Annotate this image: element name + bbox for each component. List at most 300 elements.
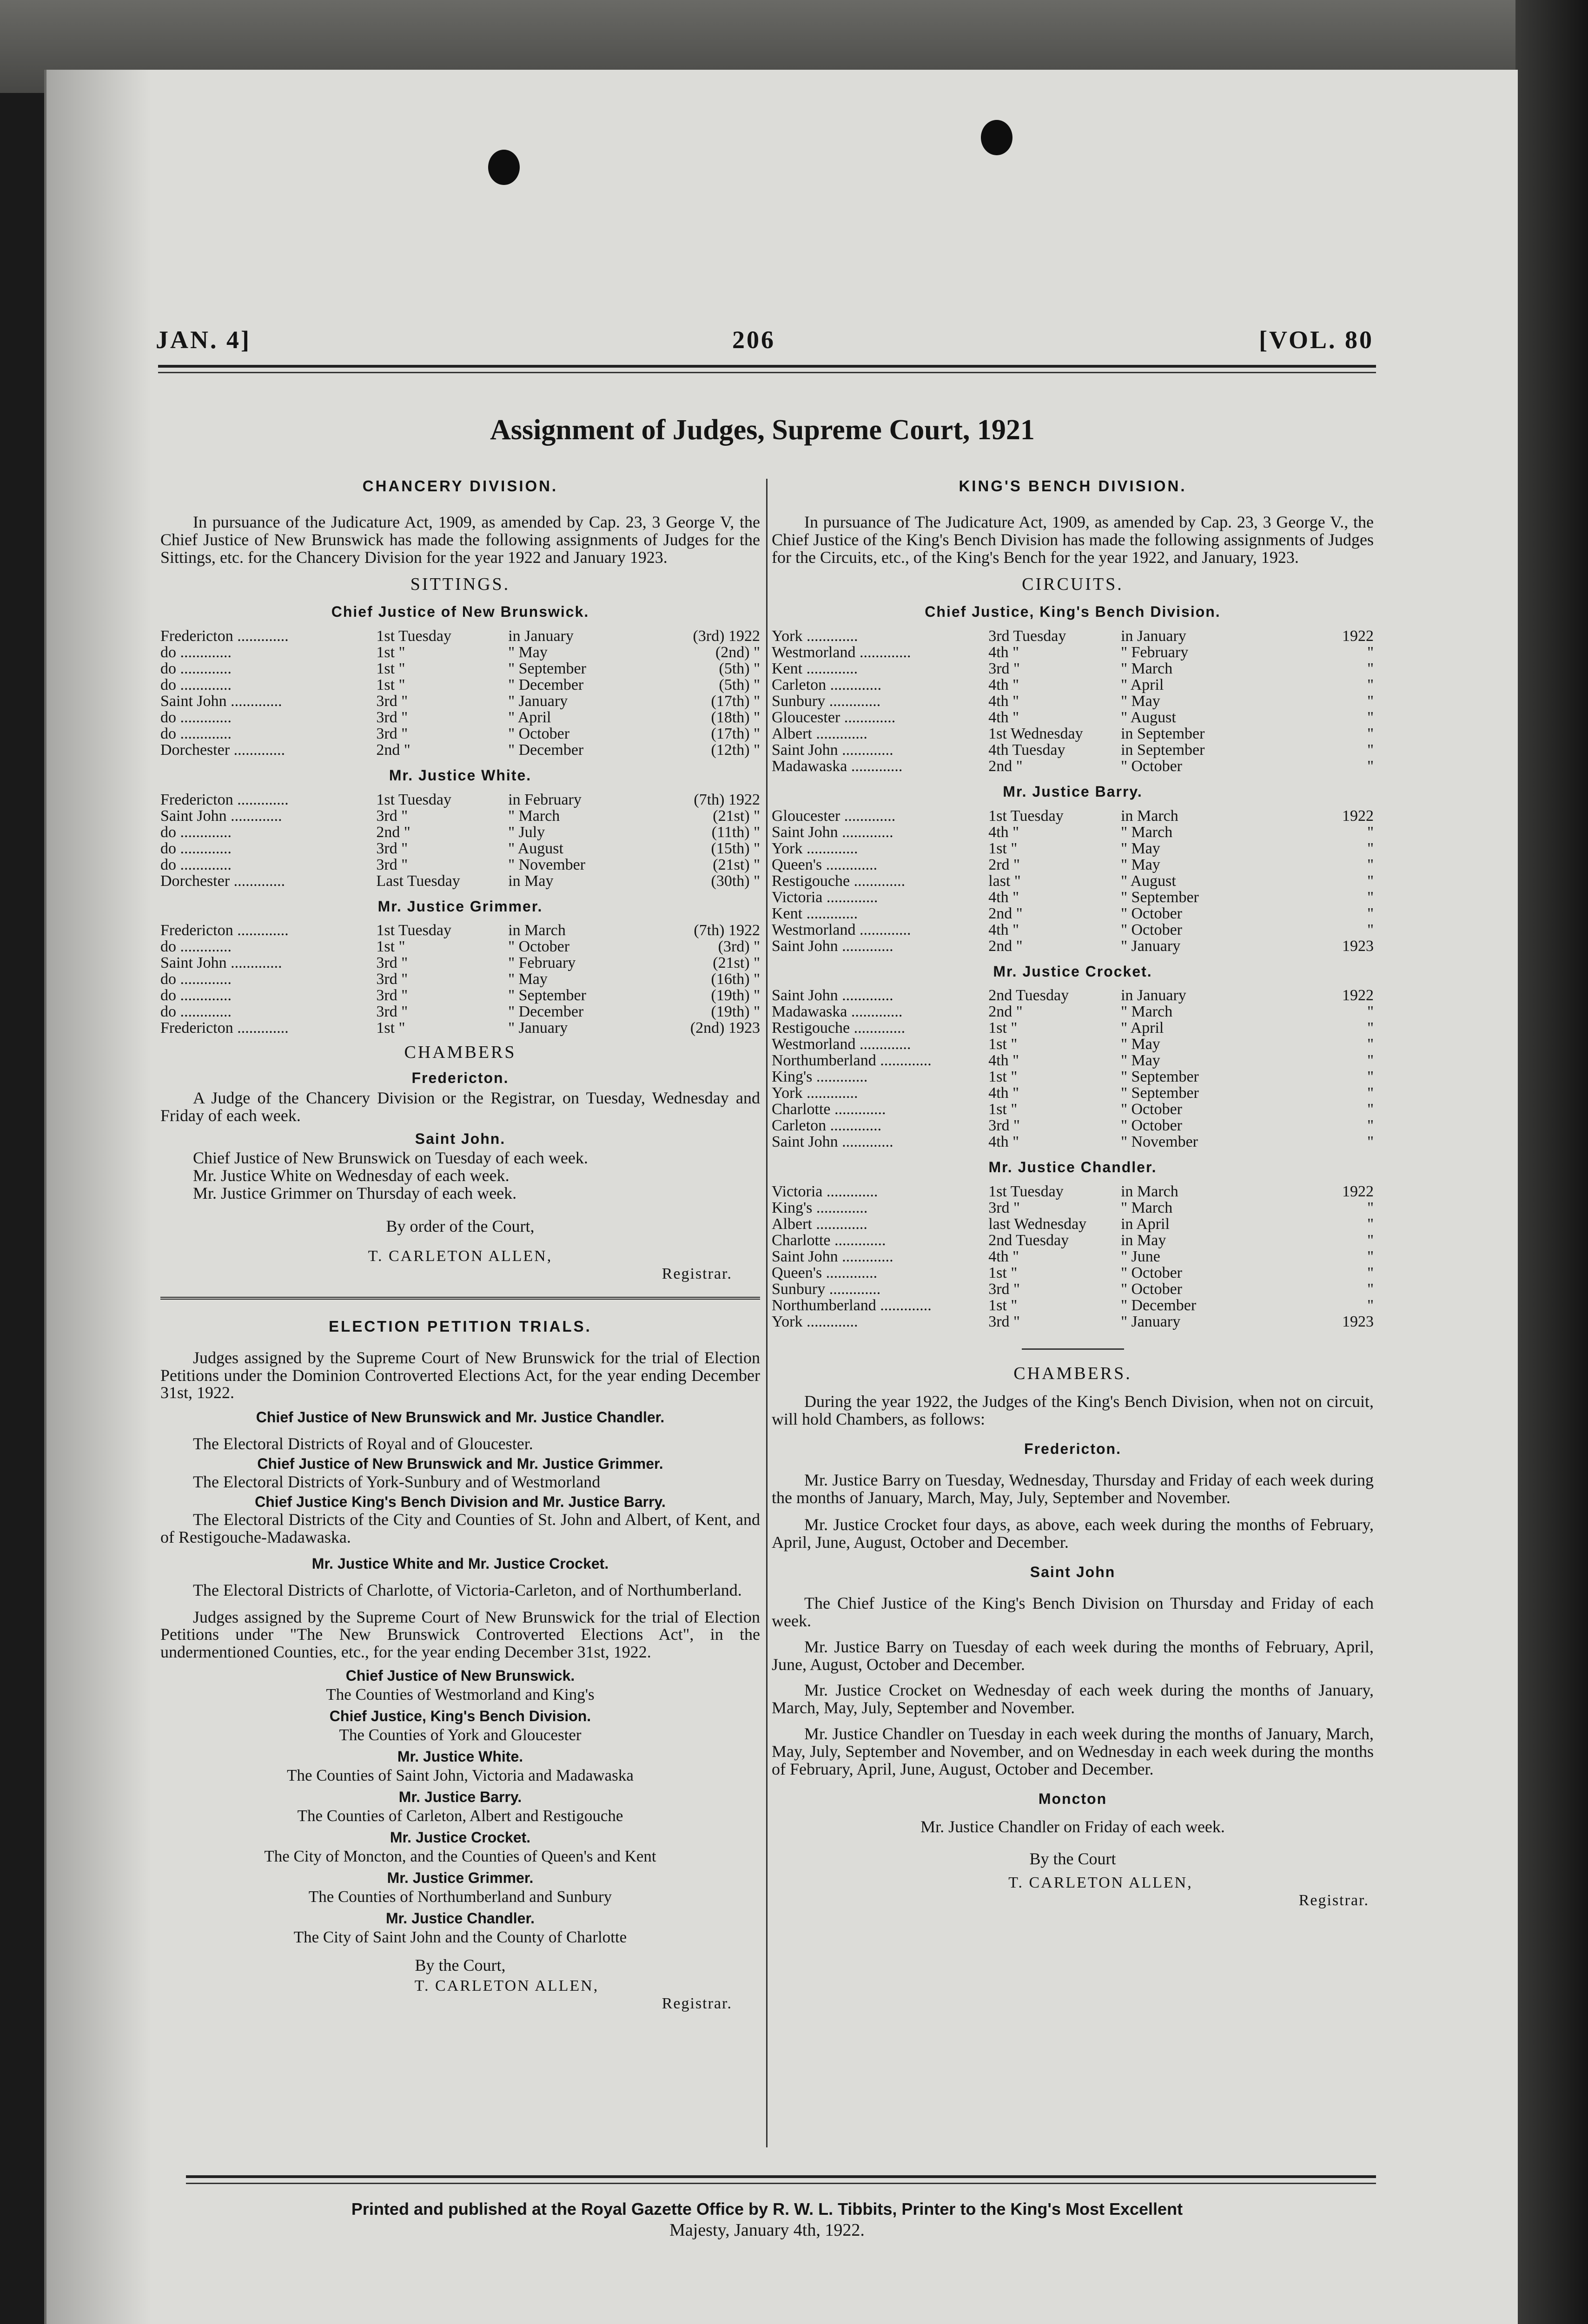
row-place: [772, 644, 988, 660]
row-month-text: " April: [1121, 1019, 1164, 1037]
row-month: [508, 857, 664, 873]
row-date-text: (7th) 1922: [694, 791, 760, 808]
row-place-text: Queen's: [772, 856, 822, 873]
row-when: [988, 709, 1121, 726]
row-place: [160, 922, 376, 938]
footer-rule: [186, 2175, 1376, 2178]
row-place: [772, 905, 988, 922]
row-when: [376, 1020, 508, 1036]
right-column: [772, 469, 1374, 1909]
row-place-text: King's: [772, 1199, 813, 1217]
row-month-text: " February: [1121, 643, 1189, 661]
row-date-text: ": [1367, 1068, 1374, 1086]
row-date: [1277, 1216, 1374, 1232]
row-date: [1277, 889, 1374, 905]
row-month-text: in March: [1121, 1183, 1178, 1201]
row-month: [1121, 742, 1277, 758]
row-date-text: (7th) 1922: [694, 922, 760, 939]
row-place-text: Saint John: [772, 1248, 838, 1266]
row-month: [1121, 987, 1277, 1004]
row-place-text: do: [160, 643, 176, 661]
kb-chambers-heading: CHAMBERS.: [1013, 1364, 1132, 1384]
row-month-text: " October: [1121, 1264, 1182, 1282]
row-place: [160, 677, 376, 693]
row-date: [1277, 644, 1374, 660]
row-place: [772, 1216, 988, 1232]
row-place-text: Albert: [772, 725, 812, 742]
leader-dots: .............: [855, 1036, 911, 1053]
leader-dots: .............: [822, 1183, 878, 1201]
row-date: [664, 922, 760, 938]
kb-moncton-heading: Moncton: [1038, 1790, 1107, 1808]
table-row: [772, 857, 1374, 873]
row-date: [664, 1004, 760, 1020]
allocation-area: The Counties of Northumberland and Sunbury: [308, 1887, 612, 1906]
row-date-text: ": [1367, 1297, 1374, 1314]
row-place-text: Fredericton: [160, 922, 233, 939]
leader-dots: .............: [838, 937, 893, 955]
row-month: [1121, 824, 1277, 840]
row-when-text: 4th Tuesday: [988, 741, 1065, 759]
row-place: [772, 1117, 988, 1134]
row-month-text: " May: [508, 643, 548, 661]
row-date: [1277, 1134, 1374, 1150]
row-date: [1277, 1020, 1374, 1036]
chancery-sittings: [160, 604, 760, 1036]
row-month-text: " October: [508, 938, 570, 956]
table-row: [772, 693, 1374, 709]
election-intro: Judges assigned by the Supreme Court of New Brunswick for the trial of Election Petitions under the Dominion Controverted Elections Act, for the year ending December 31st, 1922.: [160, 1348, 760, 1402]
row-when-text: 3rd ": [376, 856, 408, 873]
row-date-text: (21st) ": [713, 954, 760, 972]
row-date-text: ": [1367, 823, 1374, 841]
row-date: [1277, 660, 1374, 677]
row-date: [1277, 938, 1374, 954]
table-row: [160, 1020, 760, 1036]
row-date: [1277, 693, 1374, 709]
row-when: [988, 1314, 1121, 1330]
row-date-text: ": [1367, 888, 1374, 906]
footer-line-2: Majesty, January 4th, 1922.: [669, 2220, 865, 2240]
row-place-text: Carleton: [772, 1117, 827, 1135]
chancery-order: By order of the Court,: [386, 1216, 535, 1235]
row-when: [988, 1232, 1121, 1248]
table-row: [772, 1085, 1374, 1101]
row-month-text: " October: [508, 725, 570, 742]
row-date-text: ": [1367, 1036, 1374, 1053]
leader-dots: .............: [176, 823, 232, 841]
row-when-text: 4th ": [988, 1133, 1019, 1151]
leader-dots: .............: [850, 872, 906, 890]
leader-dots: .............: [847, 757, 903, 775]
row-month-text: in January: [1121, 987, 1186, 1004]
row-place-text: Westmorland: [772, 1036, 856, 1053]
row-place-text: Gloucester: [772, 807, 840, 825]
row-when: [988, 693, 1121, 709]
row-date: [1277, 987, 1374, 1004]
row-month: [1121, 1052, 1277, 1069]
row-when: [376, 1004, 508, 1020]
row-month-text: in May: [1121, 1232, 1166, 1249]
row-date: [664, 857, 760, 873]
table-row: [772, 1069, 1374, 1085]
row-date-text: ": [1367, 872, 1374, 890]
row-when: [376, 840, 508, 857]
row-place: [160, 628, 376, 644]
row-month-text: " January: [508, 692, 568, 710]
row-when: [988, 628, 1121, 644]
binding-hole-right: [981, 120, 1012, 155]
table-row: [160, 840, 760, 857]
row-date: [1277, 742, 1374, 758]
row-place: [160, 873, 376, 889]
row-date: [1277, 1281, 1374, 1297]
election-first-text: The Electoral Districts of Royal and of Gloucester.: [193, 1434, 533, 1453]
row-when-text: 1st Tuesday: [988, 807, 1064, 825]
judge-heading: Mr. Justice White.: [389, 766, 532, 784]
row-when-text: 3rd ": [376, 807, 408, 825]
row-date-text: ": [1367, 921, 1374, 938]
row-place-text: Saint John: [772, 987, 838, 1004]
table-row: [772, 1297, 1374, 1314]
row-date-text: (16th) ": [711, 971, 760, 988]
allocation-area: The City of Moncton, and the Counties of Queen's and Kent: [264, 1847, 656, 1865]
leader-dots: .............: [176, 676, 232, 693]
leader-dots: .............: [230, 741, 285, 759]
leader-dots: .............: [876, 1297, 932, 1314]
row-place-text: do: [160, 1003, 176, 1021]
row-place: [160, 693, 376, 709]
row-when: [988, 905, 1121, 922]
row-when-text: 4th ": [988, 1248, 1019, 1266]
row-month-text: " September: [1121, 1068, 1199, 1086]
row-when: [988, 1004, 1121, 1020]
row-month-text: " October: [1121, 1281, 1182, 1298]
row-date: [1277, 905, 1374, 922]
row-month-text: " October: [1121, 905, 1182, 922]
row-place-text: Northumberland: [772, 1052, 876, 1070]
leader-dots: .............: [812, 725, 867, 742]
row-date-text: (19th) ": [711, 1003, 760, 1021]
table-row: [772, 905, 1374, 922]
row-date: [1277, 1101, 1374, 1117]
leader-dots: .............: [226, 954, 282, 972]
row-when-text: 1st ": [376, 660, 405, 677]
row-place-text: Gloucester: [772, 708, 840, 726]
row-place-text: Charlotte: [772, 1101, 831, 1118]
row-when-text: 3rd ": [376, 971, 408, 988]
row-month-text: " May: [1121, 856, 1160, 873]
judge-heading: Mr. Justice Crocket.: [993, 963, 1152, 980]
leader-dots: .............: [876, 1052, 932, 1070]
table-row: [160, 808, 760, 824]
leader-dots: .............: [838, 741, 893, 759]
header-volume: [VOL. 80: [1259, 326, 1374, 354]
table-row: [772, 677, 1374, 693]
row-date: [664, 873, 760, 889]
table-row: [772, 808, 1374, 824]
sittings-table: [160, 792, 760, 889]
table-row: [772, 938, 1374, 954]
row-when: [988, 1036, 1121, 1052]
row-place: [160, 709, 376, 726]
election-third-text: The Electoral Districts of the City and Counties of St. John and Albert, of Kent, and of Restigouche-Madawaska.: [160, 1510, 760, 1547]
row-date: [1277, 1200, 1374, 1216]
row-date-text: ": [1367, 643, 1374, 661]
chancery-fredericton-text: A Judge of the Chancery Division or the Registrar, on Tuesday, Wednesday and Friday of each week.: [160, 1088, 760, 1125]
row-place: [772, 1085, 988, 1101]
row-when: [376, 726, 508, 742]
row-month-text: " March: [1121, 1199, 1173, 1217]
row-when-text: 3rd ": [988, 1117, 1020, 1135]
row-month-text: " May: [1121, 692, 1160, 710]
election-second-head: Chief Justice of New Brunswick and Mr. Justice Grimmer.: [257, 1455, 663, 1472]
row-date-text: ": [1367, 1264, 1374, 1282]
row-month: [508, 726, 664, 742]
sittings-table: [160, 922, 760, 1036]
table-row: [160, 938, 760, 955]
row-date-text: (15th) ": [711, 839, 760, 857]
row-month: [1121, 1281, 1277, 1297]
row-when-text: 1st Tuesday: [376, 627, 451, 645]
row-month-text: " October: [1121, 921, 1182, 938]
kb-fredericton-heading: Fredericton.: [1024, 1440, 1121, 1458]
row-when-text: last Wednesday: [988, 1215, 1087, 1233]
row-when-text: 3rd ": [376, 839, 408, 857]
row-when: [988, 857, 1121, 873]
row-date: [664, 693, 760, 709]
kb-chambers-intro: During the year 1922, the Judges of the King's Bench Division, when not on circuit, will hold Chambers, as follows:: [772, 1392, 1374, 1428]
leader-dots: .............: [233, 922, 289, 939]
row-month-text: " June: [1121, 1248, 1160, 1266]
row-when-text: 3rd ": [988, 660, 1020, 677]
table-row: [772, 1101, 1374, 1117]
row-date-text: ": [1367, 660, 1374, 677]
row-month-text: " December: [1121, 1297, 1197, 1314]
table-row: [160, 677, 760, 693]
row-place: [772, 922, 988, 938]
row-place: [772, 857, 988, 873]
row-place: [772, 987, 988, 1004]
row-when: [376, 677, 508, 693]
row-date: [664, 742, 760, 758]
row-month: [1121, 922, 1277, 938]
row-date-text: ": [1367, 905, 1374, 922]
election-order: By the Court,: [415, 1956, 506, 1975]
allocation-judge: Chief Justice of New Brunswick.: [345, 1667, 575, 1684]
row-when-text: 1st ": [988, 839, 1018, 857]
row-place: [160, 742, 376, 758]
row-date-text: 1922: [1342, 987, 1374, 1004]
header-rule-thin: [158, 372, 1376, 373]
row-place: [160, 726, 376, 742]
table-row: [772, 628, 1374, 644]
row-month: [508, 693, 664, 709]
row-place-text: do: [160, 676, 176, 693]
leader-dots: .............: [850, 1019, 906, 1037]
row-date: [664, 726, 760, 742]
row-date: [664, 644, 760, 660]
row-date-text: ": [1367, 1052, 1374, 1070]
leader-dots: .............: [176, 971, 232, 988]
kb-saint-john-para: Mr. Justice Crocket on Wednesday of each week during the months of January, March, May, July, September and November.: [772, 1681, 1374, 1717]
election-signature: T. CARLETON ALLEN,: [414, 1977, 599, 1995]
row-place-text: Queen's: [772, 1264, 822, 1282]
election-allocations: [160, 1668, 760, 1946]
row-month: [508, 792, 664, 808]
row-month: [1121, 1248, 1277, 1265]
row-place: [772, 1232, 988, 1248]
row-date: [1277, 677, 1374, 693]
row-when: [376, 938, 508, 955]
row-when-text: 4th ": [988, 676, 1019, 693]
row-month: [1121, 726, 1277, 742]
row-month-text: " March: [508, 807, 560, 825]
footer-rule-thin: [186, 2183, 1376, 2184]
row-place-text: Madawaska: [772, 1003, 847, 1021]
row-when: [376, 693, 508, 709]
table-row: [772, 742, 1374, 758]
running-head: [156, 325, 1374, 358]
row-date-text: ": [1367, 1215, 1374, 1233]
row-place: [772, 709, 988, 726]
row-place-text: Albert: [772, 1215, 812, 1233]
row-month-text: in February: [508, 791, 582, 808]
row-place: [772, 1036, 988, 1052]
leader-dots: .............: [825, 692, 881, 710]
row-month: [508, 873, 664, 889]
sittings-heading: SITTINGS.: [410, 574, 510, 594]
judge-heading: Mr. Justice Chandler.: [988, 1159, 1157, 1176]
row-date: [664, 955, 760, 971]
table-row: [772, 840, 1374, 857]
row-month-text: in March: [508, 922, 566, 939]
row-month: [1121, 660, 1277, 677]
row-month: [1121, 857, 1277, 873]
row-date-text: 1923: [1342, 1313, 1374, 1331]
sittings-table: [772, 987, 1374, 1150]
row-when: [988, 1052, 1121, 1069]
row-month-text: " January: [1121, 937, 1181, 955]
row-place-text: Restigouche: [772, 1019, 850, 1037]
row-when-text: 1st ": [988, 1068, 1018, 1086]
row-month: [1121, 938, 1277, 954]
chancery-fredericton-heading: Fredericton.: [411, 1069, 509, 1086]
table-row: [160, 792, 760, 808]
row-place-text: Fredericton: [160, 791, 233, 808]
row-date: [1277, 1036, 1374, 1052]
row-place: [160, 1004, 376, 1020]
judge-heading: Chief Justice of New Brunswick.: [331, 603, 589, 620]
row-date: [1277, 1052, 1374, 1069]
row-month: [1121, 1314, 1277, 1330]
row-date: [664, 709, 760, 726]
row-month: [1121, 1134, 1277, 1150]
row-place-text: Saint John: [160, 954, 227, 972]
row-month: [1121, 1085, 1277, 1101]
table-row: [772, 1281, 1374, 1297]
row-when-text: 4th ": [988, 823, 1019, 841]
row-when-text: 1st ": [988, 1101, 1018, 1118]
row-when-text: 2rd ": [988, 856, 1020, 873]
row-place-text: Westmorland: [772, 643, 856, 661]
table-row: [772, 1020, 1374, 1036]
row-date: [1277, 922, 1374, 938]
election-signature-title: Registrar.: [662, 1995, 732, 2013]
row-when: [988, 1069, 1121, 1085]
header-date: JAN. 4]: [156, 326, 251, 354]
row-month: [508, 987, 664, 1004]
row-month: [508, 840, 664, 857]
leader-dots: .............: [802, 627, 858, 645]
row-place-text: do: [160, 938, 176, 956]
row-date: [664, 660, 760, 677]
binding-hole-left: [488, 150, 520, 185]
row-when: [988, 758, 1121, 774]
row-place: [772, 840, 988, 857]
row-when: [988, 889, 1121, 905]
row-month: [508, 922, 664, 938]
row-place: [772, 677, 988, 693]
row-place: [772, 758, 988, 774]
row-date-text: ": [1367, 725, 1374, 742]
leader-dots: .............: [812, 1199, 868, 1217]
row-date: [1277, 1265, 1374, 1281]
row-date: [1277, 726, 1374, 742]
table-row: [772, 1200, 1374, 1216]
row-place: [772, 726, 988, 742]
row-when: [988, 1265, 1121, 1281]
row-month-text: " January: [508, 1019, 568, 1037]
row-when: [988, 1200, 1121, 1216]
row-month: [508, 1004, 664, 1020]
row-when: [376, 644, 508, 660]
leader-dots: .............: [822, 856, 878, 873]
leader-dots: .............: [825, 1281, 881, 1298]
row-month: [1121, 709, 1277, 726]
row-place: [772, 1004, 988, 1020]
leader-dots: .............: [233, 791, 289, 808]
allocation-judge: Chief Justice, King's Bench Division.: [329, 1707, 591, 1724]
row-date-text: (12th) ": [711, 741, 760, 759]
row-when: [988, 742, 1121, 758]
chancery-saint-john-heading: Saint John.: [415, 1130, 506, 1148]
kb-saint-john-heading: Saint John: [1030, 1564, 1116, 1581]
chancery-heading: CHANCERY DIVISION.: [362, 477, 558, 495]
row-date-text: (11th) ": [711, 823, 760, 841]
row-date: [1277, 824, 1374, 840]
row-month: [1121, 1265, 1277, 1281]
row-when-text: 3rd Tuesday: [988, 627, 1066, 645]
row-place-text: Restigouche: [772, 872, 850, 890]
row-date-text: ": [1367, 1248, 1374, 1266]
row-place-text: do: [160, 725, 176, 742]
row-when-text: 4th ": [988, 888, 1019, 906]
table-row: [160, 873, 760, 889]
row-place-text: York: [772, 1084, 803, 1102]
leader-dots: .............: [822, 888, 878, 906]
row-month: [1121, 693, 1277, 709]
leader-dots: .............: [176, 839, 232, 857]
leader-dots: .............: [802, 1084, 858, 1102]
row-when: [988, 808, 1121, 824]
allocation-judge: Mr. Justice Chandler.: [385, 1910, 535, 1927]
left-column: [160, 469, 760, 2013]
row-when: [376, 971, 508, 987]
row-when: [988, 1281, 1121, 1297]
row-date: [1277, 1069, 1374, 1085]
row-month-text: " August: [1121, 708, 1176, 726]
